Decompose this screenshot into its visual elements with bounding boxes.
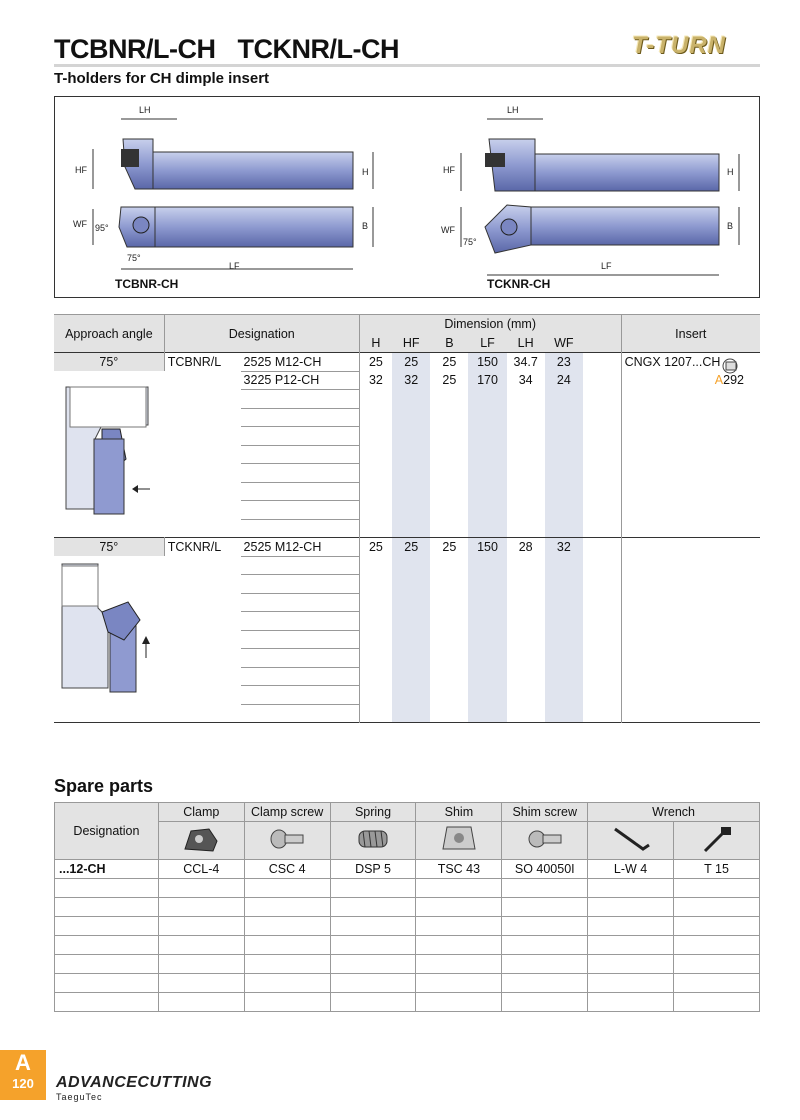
right-angle-75: 75°	[463, 237, 477, 247]
g1r2-wf: 24	[545, 371, 583, 390]
col-wf: WF	[545, 334, 583, 353]
spare-shim-screw-value: SO 40050I	[502, 860, 588, 879]
title-rule	[54, 64, 760, 67]
spare-col-spring: Spring	[330, 803, 416, 822]
left-lh-label: LH	[139, 105, 151, 115]
spare-empty-row	[55, 936, 760, 955]
right-b-label: B	[727, 221, 734, 231]
right-lf-label: LF	[601, 261, 612, 271]
spare-col-designation: Designation	[55, 803, 159, 860]
tool-diagrams-svg	[55, 97, 759, 297]
t-turn-logo: T-TURN	[632, 32, 726, 59]
g1r2-h: 32	[368, 373, 383, 388]
tcbnr-approach-icon	[58, 379, 150, 519]
shim-icon	[416, 822, 502, 860]
spare-empty-row	[55, 917, 760, 936]
right-wf-label: WF	[441, 225, 455, 235]
g2r1-h: 25	[368, 540, 383, 554]
group1-code-2: 3225 P12-CH	[241, 371, 360, 390]
spare-empty-row	[55, 974, 760, 993]
left-angle-95: 95°	[95, 223, 109, 233]
spare-col-shim-screw: Shim screw	[502, 803, 588, 822]
left-lf-label: LF	[229, 261, 240, 271]
left-b-label: B	[362, 221, 369, 231]
brand-sub: TaeguTec	[56, 1092, 103, 1102]
spare-shim-value: TSC 43	[416, 860, 502, 879]
col-dimension: Dimension (mm)	[359, 315, 621, 334]
g1r1-h: 25	[368, 355, 383, 369]
group1-prefix: TCBNR/L	[164, 353, 240, 372]
g1r1-hf: 25	[392, 353, 430, 372]
spare-col-shim: Shim	[416, 803, 502, 822]
right-h-label: H	[727, 167, 734, 177]
brand-logo: ADVANCECUTTING	[56, 1074, 213, 1091]
col-lh: LH	[507, 334, 545, 353]
table-header-row-1	[54, 315, 760, 334]
right-hf-label: HF	[443, 165, 455, 175]
col-h: H	[359, 334, 392, 353]
group1-tool-image	[54, 371, 164, 538]
section-letter: A	[15, 1050, 31, 1075]
page-title	[54, 34, 399, 65]
holder-table	[54, 314, 760, 723]
left-h-label: H	[362, 167, 369, 177]
tcknr-approach-icon	[58, 560, 150, 700]
g1r2-lf: 170	[468, 371, 506, 390]
col-spare	[583, 334, 621, 353]
title-tcbnr: TCBNR/L-CH	[54, 34, 216, 64]
spare-col-clamp-screw: Clamp screw	[244, 803, 330, 822]
table-row	[54, 538, 760, 557]
clamp-icon	[158, 822, 244, 860]
g2r1-b: 25	[442, 540, 457, 554]
spare-empty-row	[55, 879, 760, 898]
spare-header-row	[55, 803, 760, 822]
spring-icon	[330, 822, 416, 860]
g2r1-lh: 28	[518, 540, 533, 554]
g2r1-hf: 25	[392, 538, 430, 557]
col-designation: Designation	[164, 315, 359, 353]
insert-info-icon[interactable]	[720, 356, 742, 376]
g2r1-wf: 32	[545, 538, 583, 557]
group2-angle: 75°	[54, 538, 164, 557]
left-angle-75: 75°	[127, 253, 141, 263]
spare-torx-wrench-value: T 15	[674, 860, 760, 879]
spare-col-clamp: Clamp	[158, 803, 244, 822]
page-number: 120	[12, 1076, 34, 1091]
spare-empty-row	[55, 993, 760, 1012]
group1-insert: CNGX 1207...CH	[624, 355, 721, 369]
col-b: B	[430, 334, 468, 353]
left-hf-label: HF	[75, 165, 87, 175]
g2r1-lf: 150	[468, 538, 506, 557]
g1r1-b: 25	[442, 355, 457, 369]
spare-l-wrench-value: L-W 4	[588, 860, 674, 879]
spare-spring-value: DSP 5	[330, 860, 416, 879]
spare-data-row	[55, 860, 760, 879]
tcknr-side-view	[461, 119, 739, 191]
spare-clamp-value: CCL-4	[158, 860, 244, 879]
page-ref-prefix: A	[714, 373, 724, 388]
spare-parts-title: Spare parts	[54, 776, 154, 796]
spare-clamp-screw-value: CSC 4	[244, 860, 330, 879]
page-subtitle: T-holders for CH dimple insert	[54, 70, 270, 87]
col-insert: Insert	[621, 315, 760, 353]
right-lh-label: LH	[507, 105, 519, 115]
tcknr-top-view	[461, 205, 739, 275]
tool-diagram-box	[54, 96, 760, 298]
page-ref-number: 292	[723, 373, 744, 388]
group2-code-1: 2525 M12-CH	[241, 538, 360, 557]
spare-col-wrench: Wrench	[588, 803, 760, 822]
g1r2-lh: 34	[518, 373, 533, 388]
g1r1-wf: 23	[545, 353, 583, 372]
group1-angle: 75°	[54, 353, 164, 372]
spare-icon-row	[55, 822, 760, 860]
shim-screw-icon	[502, 822, 588, 860]
spare-empty-row	[55, 898, 760, 917]
spare-parts-table	[54, 802, 760, 1012]
table-row	[54, 353, 760, 372]
right-tool-name: TCKNR-CH	[487, 277, 551, 291]
left-tool-name: TCBNR-CH	[115, 277, 179, 291]
g1r1-lf: 150	[468, 353, 506, 372]
tcbnr-side-view	[93, 119, 373, 189]
g1r2-b: 25	[442, 373, 457, 388]
left-wf-label: WF	[73, 219, 87, 229]
table-row	[54, 371, 760, 390]
g1r1-lh: 34.7	[513, 355, 538, 369]
torx-wrench-icon	[674, 822, 760, 860]
col-hf: HF	[392, 334, 430, 353]
clamp-screw-icon	[244, 822, 330, 860]
group1-code-1: 2525 M12-CH	[241, 353, 360, 372]
table-row	[54, 556, 760, 575]
l-wrench-icon	[588, 822, 674, 860]
page-tab	[0, 1050, 46, 1100]
g1r2-hf: 32	[392, 371, 430, 390]
title-tcknr: TCKNR/L-CH	[237, 34, 399, 64]
col-lf: LF	[468, 334, 506, 353]
spare-empty-row	[55, 955, 760, 974]
group2-prefix: TCKNR/L	[164, 538, 240, 557]
col-approach-angle: Approach angle	[54, 315, 164, 353]
spare-row-label: ...12-CH	[55, 860, 159, 879]
group2-tool-image	[54, 556, 164, 723]
